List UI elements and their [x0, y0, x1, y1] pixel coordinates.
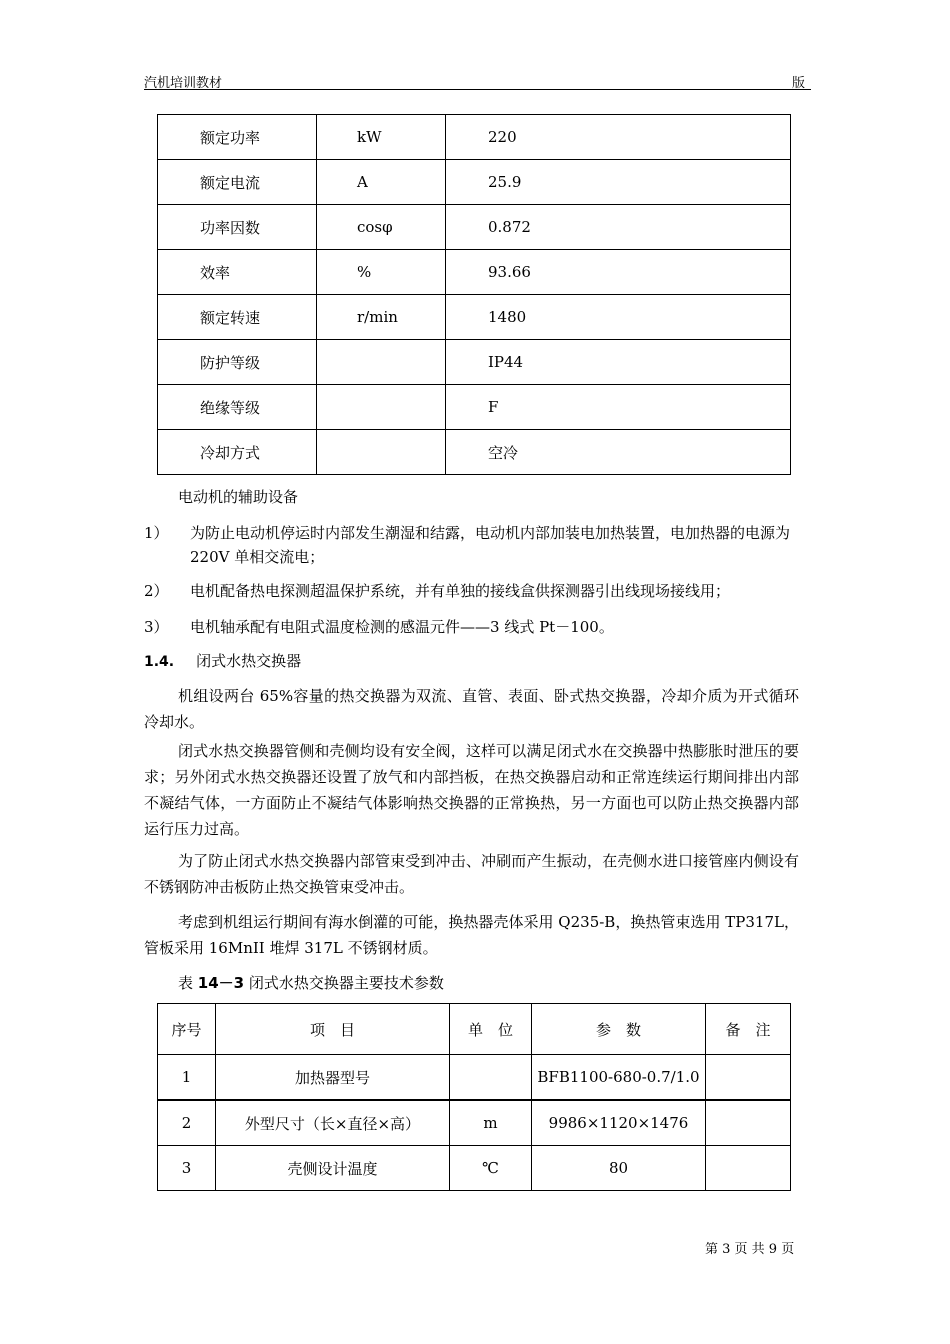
- caption-title: 闭式水热交换器主要技术参数: [244, 974, 444, 992]
- motor-spec-table: [157, 114, 791, 475]
- cell-name: 额定功率: [158, 115, 317, 160]
- section-number: 1.4.: [144, 654, 175, 670]
- cell-name: 防护等级: [158, 340, 317, 385]
- cell-name: 额定转速: [158, 295, 317, 340]
- header-cell: 项 目: [216, 1004, 450, 1055]
- cell-unit: [317, 340, 446, 385]
- list-item-text: 电机配备热电探测超温保护系统，并有单独的接线盒供探测器引出线现场接线用；: [190, 582, 731, 600]
- table-row: [158, 340, 791, 385]
- list-item: [144, 615, 799, 639]
- table-row: [158, 1146, 791, 1191]
- cell-value: 空冷: [446, 430, 791, 475]
- table-row: [158, 205, 791, 250]
- table-row: [158, 385, 791, 430]
- cell-item: 壳侧设计温度: [216, 1146, 450, 1191]
- list-item-number: 2）: [144, 582, 169, 600]
- paragraph: 机组设两台 65%容量的热交换器为双流、直管、表面、卧式热交换器，冷却介质为开式循环冷却水。: [144, 687, 799, 731]
- table-row: [158, 430, 791, 475]
- list-item: [144, 521, 799, 569]
- header-cell: 参 数: [532, 1004, 706, 1055]
- table-row: [158, 250, 791, 295]
- cell-no: 2: [158, 1100, 216, 1146]
- list-item-number: 1）: [144, 524, 169, 542]
- table-row: [158, 295, 791, 340]
- page-footer: 第 3 页 共 9 页: [705, 1242, 795, 1257]
- cell-unit: kW: [317, 115, 446, 160]
- cell-value: BFB1100-680-0.7/1.0: [532, 1055, 706, 1101]
- caption-prefix: 表: [178, 974, 198, 992]
- cell-value: 0.872: [446, 205, 791, 250]
- table-row: [158, 160, 791, 205]
- table-header-row: [158, 1004, 791, 1055]
- list-item-text: 电机轴承配有电阻式温度检测的感温元件——3 线式 Pt－100。: [190, 618, 614, 636]
- paragraph: 考虑到机组运行期间有海水倒灌的可能，换热器壳体采用 Q235-B，换热管束选用 TP317L，管板采用 16MnII 堆焊 317L 不锈钢材质。: [144, 913, 799, 957]
- table-caption: [178, 972, 444, 993]
- cell-unit: r/min: [317, 295, 446, 340]
- header-divider: [144, 89, 811, 90]
- cell-value: 80: [532, 1146, 706, 1191]
- cell-unit: [450, 1055, 532, 1101]
- header-cell: 单 位: [450, 1004, 532, 1055]
- cell-unit: ℃: [450, 1146, 532, 1191]
- cell-item: 外型尺寸（长×直径×高）: [216, 1100, 450, 1146]
- cell-note: [706, 1055, 791, 1101]
- paragraph: 为了防止闭式水热交换器内部管束受到冲击、冲刷而产生振动，在壳侧水进口接管座内侧设有不锈钢防冲击板防止热交换管束受冲击。: [144, 852, 799, 896]
- cell-unit: [317, 385, 446, 430]
- list-item-text: 为防止电动机停运时内部发生潮湿和结露，电动机内部加装电加热装置，电加热器的电源为 220V 单相交流电；: [190, 524, 791, 566]
- cell-unit: cosφ: [317, 205, 446, 250]
- cell-note: [706, 1146, 791, 1191]
- cell-unit: %: [317, 250, 446, 295]
- cell-no: 3: [158, 1146, 216, 1191]
- cell-note: [706, 1100, 791, 1146]
- cell-name: 效率: [158, 250, 317, 295]
- cell-item: 加热器型号: [216, 1055, 450, 1101]
- cell-unit: A: [317, 160, 446, 205]
- table-row: [158, 115, 791, 160]
- cell-name: 额定电流: [158, 160, 317, 205]
- cell-no: 1: [158, 1055, 216, 1101]
- cell-name: 绝缘等级: [158, 385, 317, 430]
- list-item-number: 3）: [144, 618, 169, 636]
- cell-unit: m: [450, 1100, 532, 1146]
- cell-value: 1480: [446, 295, 791, 340]
- heat-exchanger-params-table: [157, 1003, 791, 1191]
- paragraph: 闭式水热交换器管侧和壳侧均设有安全阀，这样可以满足闭式水在交换器中热膨胀时泄压的要求；另外闭式水热交换器还设置了放气和内部挡板，在热交换器启动和正常连续运行期间排出内部不凝结气体，一方面防止不凝结气体影响热交换器的正常换热，另一方面也可以防止热交换器内部运行压力过高。: [144, 742, 799, 838]
- cell-value: 9986×1120×1476: [532, 1100, 706, 1146]
- caption-number: 14－3: [197, 974, 245, 992]
- section-heading: [144, 650, 301, 671]
- page-header-left: 汽机培训教材: [144, 76, 223, 91]
- header-cell: 序号: [158, 1004, 216, 1055]
- aux-equipment-title: 电动机的辅助设备: [178, 488, 299, 506]
- cell-value: F: [446, 385, 791, 430]
- table-row: [158, 1055, 791, 1101]
- list-item: [144, 579, 799, 603]
- page-header-right: 版: [792, 76, 806, 91]
- cell-name: 功率因数: [158, 205, 317, 250]
- cell-name: 冷却方式: [158, 430, 317, 475]
- cell-value: 93.66: [446, 250, 791, 295]
- cell-value: IP44: [446, 340, 791, 385]
- header-cell: 备 注: [706, 1004, 791, 1055]
- cell-unit: [317, 430, 446, 475]
- section-title: 闭式水热交换器: [196, 652, 302, 670]
- cell-value: 25.9: [446, 160, 791, 205]
- cell-value: 220: [446, 115, 791, 160]
- table-row: [158, 1100, 791, 1146]
